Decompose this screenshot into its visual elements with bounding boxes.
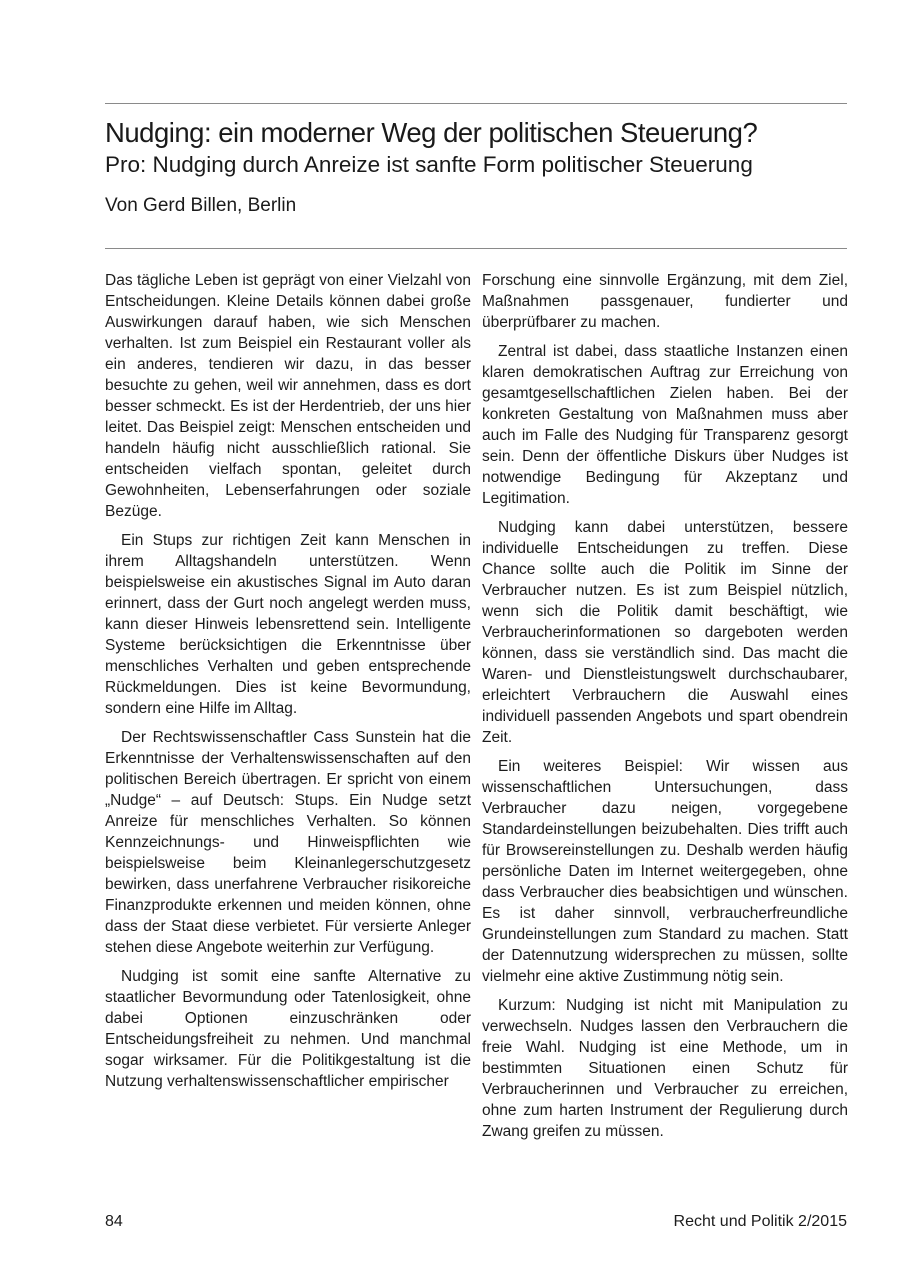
paragraph: Kurzum: Nudging ist nicht mit Manipulation zu verwechseln. Nudges lassen den Verbrauchern die freie Wahl. Nudging ist eine Methode, um in bestimmten Situationen einen Schutz für Verbraucherinnen und Verbraucher zu erreichen, ohne zum harten Instrument der Regulierung durch Zwang greifen zu müssen. (482, 997, 848, 1140)
paragraph: Das tägliche Leben ist geprägt von einer Vielzahl von Entscheidungen. Kleine Details können dabei große Auswirkungen darauf haben, wie sich Menschen verhalten. Ist zum Beispiel ein Restaurant voller als ein anderes, tendieren wir dazu, in das besser besuchte zu gehen, weil wir annehmen, dass es dort besser schmeckt. Es ist der Herdentrieb, der uns hier leitet. Das Beispiel zeigt: Menschen entscheiden und handeln häufig nicht ausschließlich rational. Sie entscheiden vielfach spontan, geleitet durch Gewohnheiten, Lebenserfahrungen oder soziale Bezüge. (105, 272, 471, 520)
article-subtitle: Pro: Nudging durch Anreize ist sanfte Form politischer Steuerung (105, 152, 753, 177)
article-title: Nudging: ein moderner Weg der politischen Steuerung? (105, 117, 758, 148)
paragraph: Der Rechtswissenschaftler Cass Sunstein hat die Erkenntnisse der Verhaltenswissenschaften auf den politischen Bereich übertragen. Er spricht von einem „Nudge“ – auf Deutsch: Stups. Ein Nudge setzt Anreize für menschliches Verhalten. So können Kennzeichnungs- und Hinweispflichten wie beispielsweise beim Kleinanlegerschutzgesetz bewirken, dass unerfahrene Verbraucher risikoreiche Finanzprodukte erkennen und meiden können, ohne dass der Staat diese verbietet. Für versierte Anleger stehen diese Angebote weiterhin zur Verfügung. (105, 729, 471, 956)
header-bottom-rule (105, 248, 847, 249)
paragraph: Nudging kann dabei unterstützen, bessere individuelle Entscheidungen zu treffen. Diese Chance sollte auch die Politik im Sinne der Verbraucher nutzen. Es ist zum Beispiel nützlich, wenn sich die Politik damit beschäftigt, wie Verbraucherinformationen so dargeboten werden können, dass sie verständlich sind. Das macht die Waren- und Dienstleistungswelt durchschaubarer, erleichtert Verbrauchern die Auswahl eines individuell passenden Angebots und spart obendrein Zeit. (482, 519, 848, 746)
paragraph: Ein weiteres Beispiel: Wir wissen aus wissenschaftlichen Untersuchungen, dass Verbraucher dazu neigen, vorgegebene Standardeinstellungen beizubehalten. Dies trifft auch für Browsereinstellungen zu. Deshalb werden häufig persönliche Daten im Internet weitergegeben, ohne dass Verbraucher dies beabsichtigen und wünschen. Es ist daher sinnvoll, verbraucherfreundliche Grundeinstellungen zum Standard zu machen. Statt der Datennutzung widersprechen zu müssen, sollte vielmehr eine aktive Zustimmung nötig sein. (482, 758, 848, 985)
article-header (105, 116, 855, 218)
right-column (482, 270, 848, 1150)
article-byline: Von Gerd Billen, Berlin (105, 195, 297, 216)
page-number: 84 (105, 1213, 123, 1230)
paragraph: Ein Stups zur richtigen Zeit kann Menschen in ihrem Alltagshandeln unterstützen. Wenn beispielsweise ein akustisches Signal im Auto daran erinnert, dass der Gurt noch angelegt werden muss, kann dieser Hinweis lebensrettend sein. Intelligente Systeme berücksichtigen die Erkenntnisse über menschliches Verhalten und geben entsprechende Rückmeldungen. Dies ist keine Bevormundung, sondern eine Hilfe im Alltag. (105, 532, 471, 717)
left-column (105, 270, 471, 1100)
paragraph: Forschung eine sinnvolle Ergänzung, mit dem Ziel, Maßnahmen passgenauer, fundierter und überprüfbarer zu machen. (482, 272, 848, 331)
paragraph: Nudging ist somit eine sanfte Alternative zu staatlicher Bevormundung oder Tatenlosigkeit, ohne dabei Optionen einzuschränken oder Entscheidungsfreiheit zu nehmen. Und manchmal sogar wirksamer. Für die Politikgestaltung ist die Nutzung verhaltenswissenschaftlicher empirischer (105, 968, 471, 1090)
journal-reference: Recht und Politik 2/2015 (673, 1213, 847, 1230)
paragraph: Zentral ist dabei, dass staatliche Instanzen einen klaren demokratischen Auftrag zur Erreichung von gesamtgesellschaftlichen Zielen haben. Bei der konkreten Gestaltung von Maßnahmen muss aber auch im Falle des Nudging für Transparenz gesorgt sein. Denn der öffentliche Diskurs über Nudges ist notwendige Bedingung für Akzeptanz und Legitimation. (482, 343, 848, 507)
top-rule (105, 103, 847, 104)
